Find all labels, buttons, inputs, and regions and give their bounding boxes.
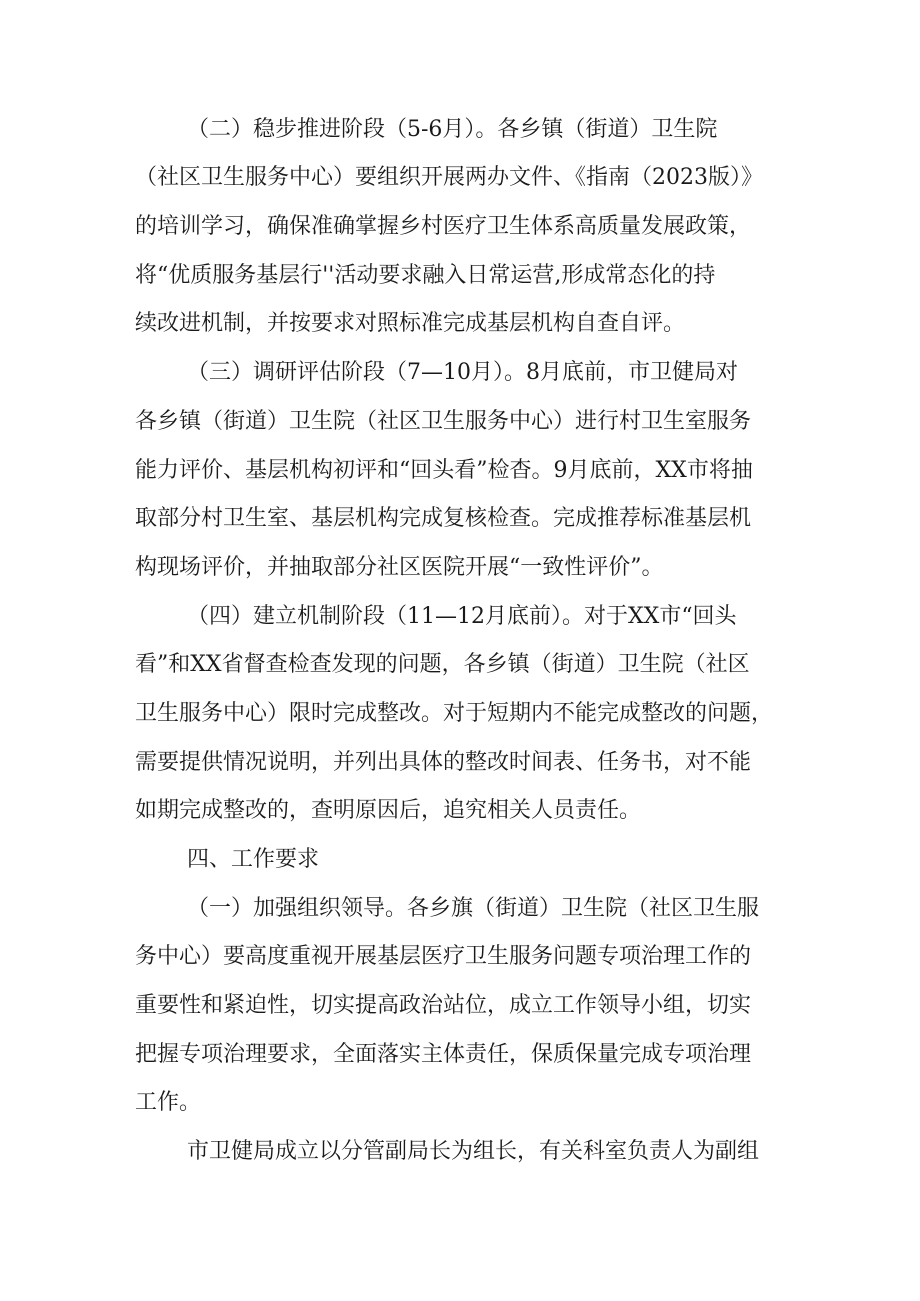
- text-line: 各乡镇（街道）卫生院（社区卫生服务中心）进行村卫生室服务: [135, 409, 752, 434]
- text-line: （社区卫生服务中心）要组织开展两办文件、《指南（2023版）》: [135, 165, 763, 190]
- text-line: 将“优质服务基层行''活动要求融入日常运营,形成常态化的持: [135, 263, 716, 288]
- text-line: 把握专项治理要求，全面落实主体责任，保质保量完成专项治理: [135, 1042, 752, 1067]
- text-line: 需要提供情况说明，并列出具体的整改时间表、任务书，对不能: [135, 750, 752, 775]
- text-line: 取部分村卫生室、基层机构完成复核检查。完成推荐标准基层机: [135, 506, 752, 531]
- text-line: 市卫健局成立以分管副局长为组长，有关科室负责人为副组: [187, 1139, 760, 1164]
- text-line: 看”和XX省督查检查发现的问题，各乡镇（街道）卫生院（社区: [135, 652, 750, 677]
- text-line: 构现场评价，并抽取部分社区医院开展“一致性评价”。: [135, 555, 664, 580]
- text-line: 续改进机制，并按要求对照标准完成基层机构自查自评。: [135, 311, 686, 336]
- text-line: （一）加强组织领导。各乡旗（街道）卫生院（社区卫生服: [187, 896, 760, 921]
- text-line: （四）建立机制阶段（11—12月底前）。对于XX市“回头: [187, 604, 737, 629]
- text-line: （二）稳步推进阶段（5-6月）。各乡镇（街道）卫生院: [187, 117, 718, 142]
- text-line: 务中心）要高度重视开展基层医疗卫生服务问题专项治理工作的: [135, 944, 752, 969]
- text-line: 能力评价、基层机构初评和“回头看”检杳。9月底前，XX市将抽: [135, 458, 753, 483]
- text-line: 卫生服务中心）限时完成整改。对于短期内不能完成整改的问题，: [135, 701, 774, 726]
- section-heading: 四、工作要求: [187, 847, 320, 872]
- text-line: 重要性和紧迫性，切实提高政治站位，成立工作领导小组，切实: [135, 993, 752, 1018]
- text-line: 工作。: [135, 1090, 202, 1115]
- text-line: 如期完成整改的，查明原因后，追究相关人员责任。: [135, 798, 642, 823]
- text-line: 的培训学习，确保准确掌握乡村医疗卫生体系高质量发展政策，: [135, 214, 752, 239]
- text-line: （三）调研评估阶段（7—10月）。8月底前，市卫健局对: [187, 360, 738, 385]
